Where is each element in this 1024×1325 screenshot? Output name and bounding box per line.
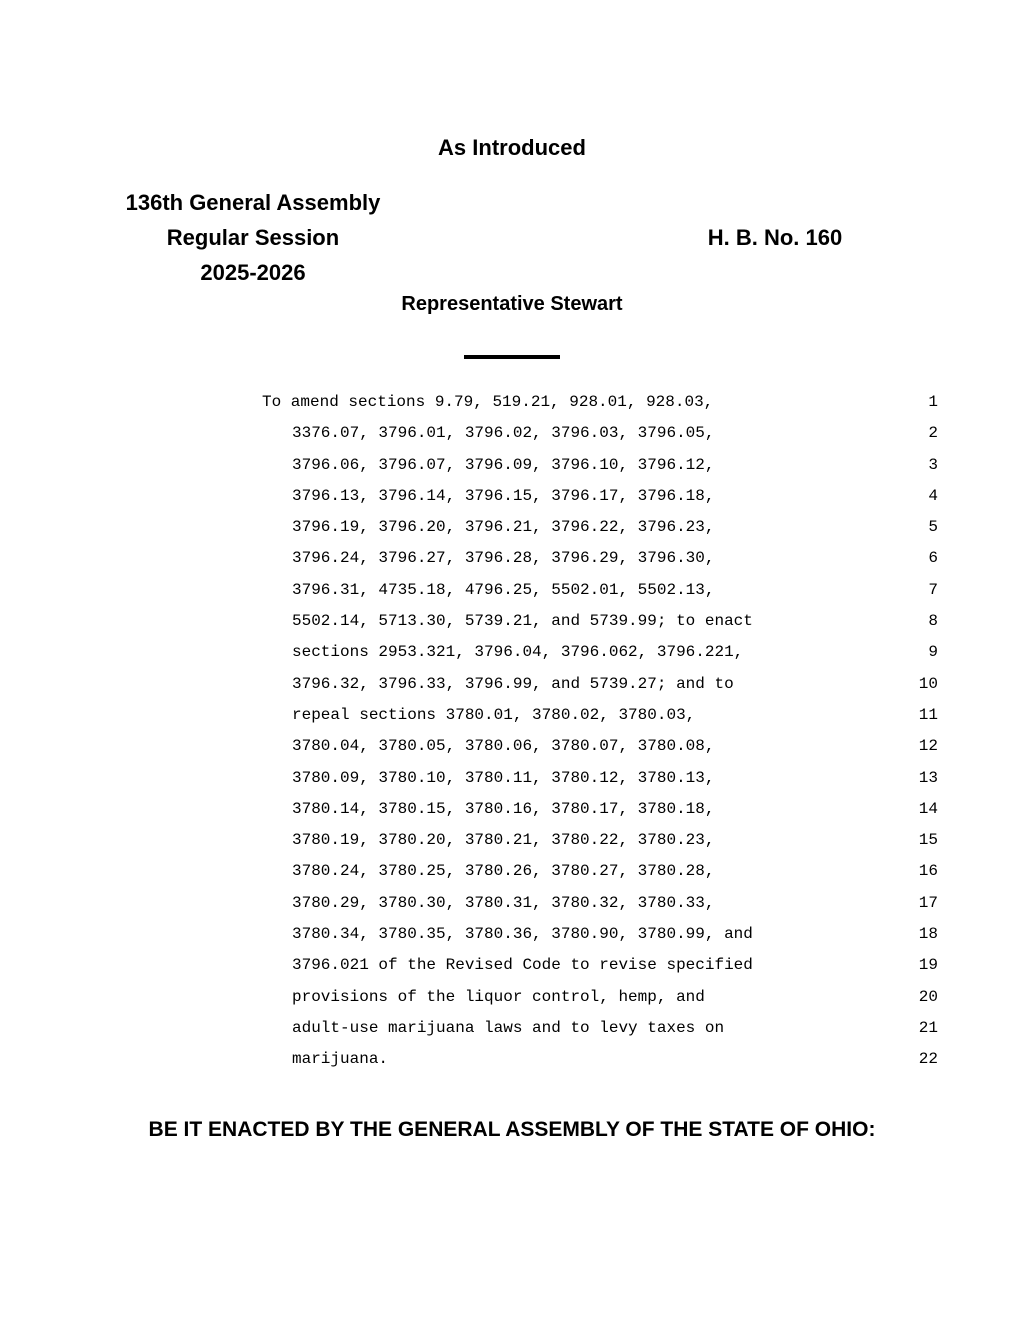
title-line-text: marijuana. bbox=[292, 1050, 389, 1069]
line-number: 8 bbox=[928, 612, 938, 631]
line-number: 13 bbox=[918, 768, 938, 787]
title-line bbox=[0, 950, 1024, 981]
line-number: 18 bbox=[918, 925, 938, 944]
line-number: 2 bbox=[928, 424, 938, 443]
title-line-text: provisions of the liquor control, hemp, and bbox=[292, 987, 705, 1006]
title-line bbox=[0, 856, 1024, 887]
title-line bbox=[0, 794, 1024, 825]
bill-number: H. B. No. 160 bbox=[707, 225, 843, 250]
line-number: 4 bbox=[928, 486, 938, 505]
line-number: 5 bbox=[928, 518, 938, 537]
title-line bbox=[0, 763, 1024, 794]
title-line-text: adult-use marijuana laws and to levy taxes on bbox=[292, 1018, 725, 1037]
title-line-text: 5502.14, 5713.30, 5739.21, and 5739.99; to enact bbox=[292, 612, 753, 631]
title-line-text: 3796.13, 3796.14, 3796.15, 3796.17, 3796.18, bbox=[292, 486, 715, 505]
line-number: 21 bbox=[918, 1018, 938, 1037]
assembly-block bbox=[108, 189, 398, 294]
title-line bbox=[0, 637, 1024, 668]
title-line-text: sections 2953.321, 3796.04, 3796.062, 3796.221, bbox=[292, 643, 744, 662]
title-line-text: To amend sections 9.79, 519.21, 928.01, 928.03, bbox=[262, 393, 714, 411]
line-number: 17 bbox=[918, 893, 938, 912]
title-line bbox=[0, 731, 1024, 762]
line-number: 12 bbox=[918, 737, 938, 756]
line-number: 7 bbox=[928, 580, 938, 599]
title-line-text: 3780.04, 3780.05, 3780.06, 3780.07, 3780.08, bbox=[292, 737, 715, 756]
title-line-text: 3796.24, 3796.27, 3796.28, 3796.29, 3796.30, bbox=[292, 549, 715, 568]
title-line bbox=[0, 575, 1024, 606]
title-line bbox=[0, 606, 1024, 637]
line-number: 19 bbox=[918, 956, 938, 975]
title-line bbox=[0, 982, 1024, 1013]
title-line-text: 3796.31, 4735.18, 4796.25, 5502.01, 5502.13, bbox=[292, 580, 715, 599]
title-line bbox=[0, 825, 1024, 856]
line-number: 1 bbox=[928, 393, 938, 411]
enacting-clause: BE IT ENACTED BY THE GENERAL ASSEMBLY OF THE STATE OF OHIO: bbox=[148, 1118, 876, 1141]
title-line-text: 3780.09, 3780.10, 3780.11, 3780.12, 3780.13, bbox=[292, 768, 715, 787]
title-line bbox=[0, 1013, 1024, 1044]
line-number: 15 bbox=[918, 831, 938, 850]
title-line-text: 3796.32, 3796.33, 3796.99, and 5739.27; and to bbox=[292, 674, 734, 693]
session-years: 2025-2026 bbox=[200, 260, 306, 285]
title-line-text: 3780.24, 3780.25, 3780.26, 3780.27, 3780.28, bbox=[292, 862, 715, 881]
line-number: 22 bbox=[918, 1050, 938, 1069]
line-number: 6 bbox=[928, 549, 938, 568]
line-number: 9 bbox=[928, 643, 938, 662]
title-line bbox=[0, 669, 1024, 700]
line-number: 3 bbox=[928, 455, 938, 474]
title-line-text: 3796.021 of the Revised Code to revise specified bbox=[292, 956, 753, 975]
bill-title bbox=[0, 387, 1024, 1076]
title-line bbox=[0, 543, 1024, 574]
title-line-text: 3780.34, 3780.35, 3780.36, 3780.90, 3780.99, and bbox=[292, 925, 753, 944]
title-line-text: repeal sections 3780.01, 3780.02, 3780.03, bbox=[292, 705, 696, 724]
title-line bbox=[0, 1044, 1024, 1075]
line-number: 10 bbox=[918, 674, 938, 693]
title-line-text: 3780.14, 3780.15, 3780.16, 3780.17, 3780.18, bbox=[292, 799, 715, 818]
title-line bbox=[0, 387, 1024, 418]
line-number: 14 bbox=[918, 799, 938, 818]
title-line-text: 3796.06, 3796.07, 3796.09, 3796.10, 3796.12, bbox=[292, 455, 715, 474]
title-divider bbox=[464, 355, 560, 359]
line-number: 20 bbox=[918, 987, 938, 1006]
title-line-text: 3796.19, 3796.20, 3796.21, 3796.22, 3796.23, bbox=[292, 518, 715, 537]
title-line-text: 3780.29, 3780.30, 3780.31, 3780.32, 3780.33, bbox=[292, 893, 715, 912]
bill-status-heading: As Introduced bbox=[438, 135, 586, 160]
general-assembly-label: 136th General Assembly bbox=[125, 190, 381, 215]
title-line bbox=[0, 888, 1024, 919]
line-number: 11 bbox=[918, 705, 938, 724]
title-line bbox=[0, 418, 1024, 449]
title-line bbox=[0, 450, 1024, 481]
title-line bbox=[0, 512, 1024, 543]
title-line-text: 3780.19, 3780.20, 3780.21, 3780.22, 3780.23, bbox=[292, 831, 715, 850]
title-line bbox=[0, 700, 1024, 731]
session-label: Regular Session bbox=[166, 225, 340, 250]
title-line-text: 3376.07, 3796.01, 3796.02, 3796.03, 3796.05, bbox=[292, 424, 715, 443]
line-number: 16 bbox=[918, 862, 938, 881]
title-line bbox=[0, 481, 1024, 512]
title-line bbox=[0, 919, 1024, 950]
sponsor-name: Representative Stewart bbox=[401, 293, 623, 315]
